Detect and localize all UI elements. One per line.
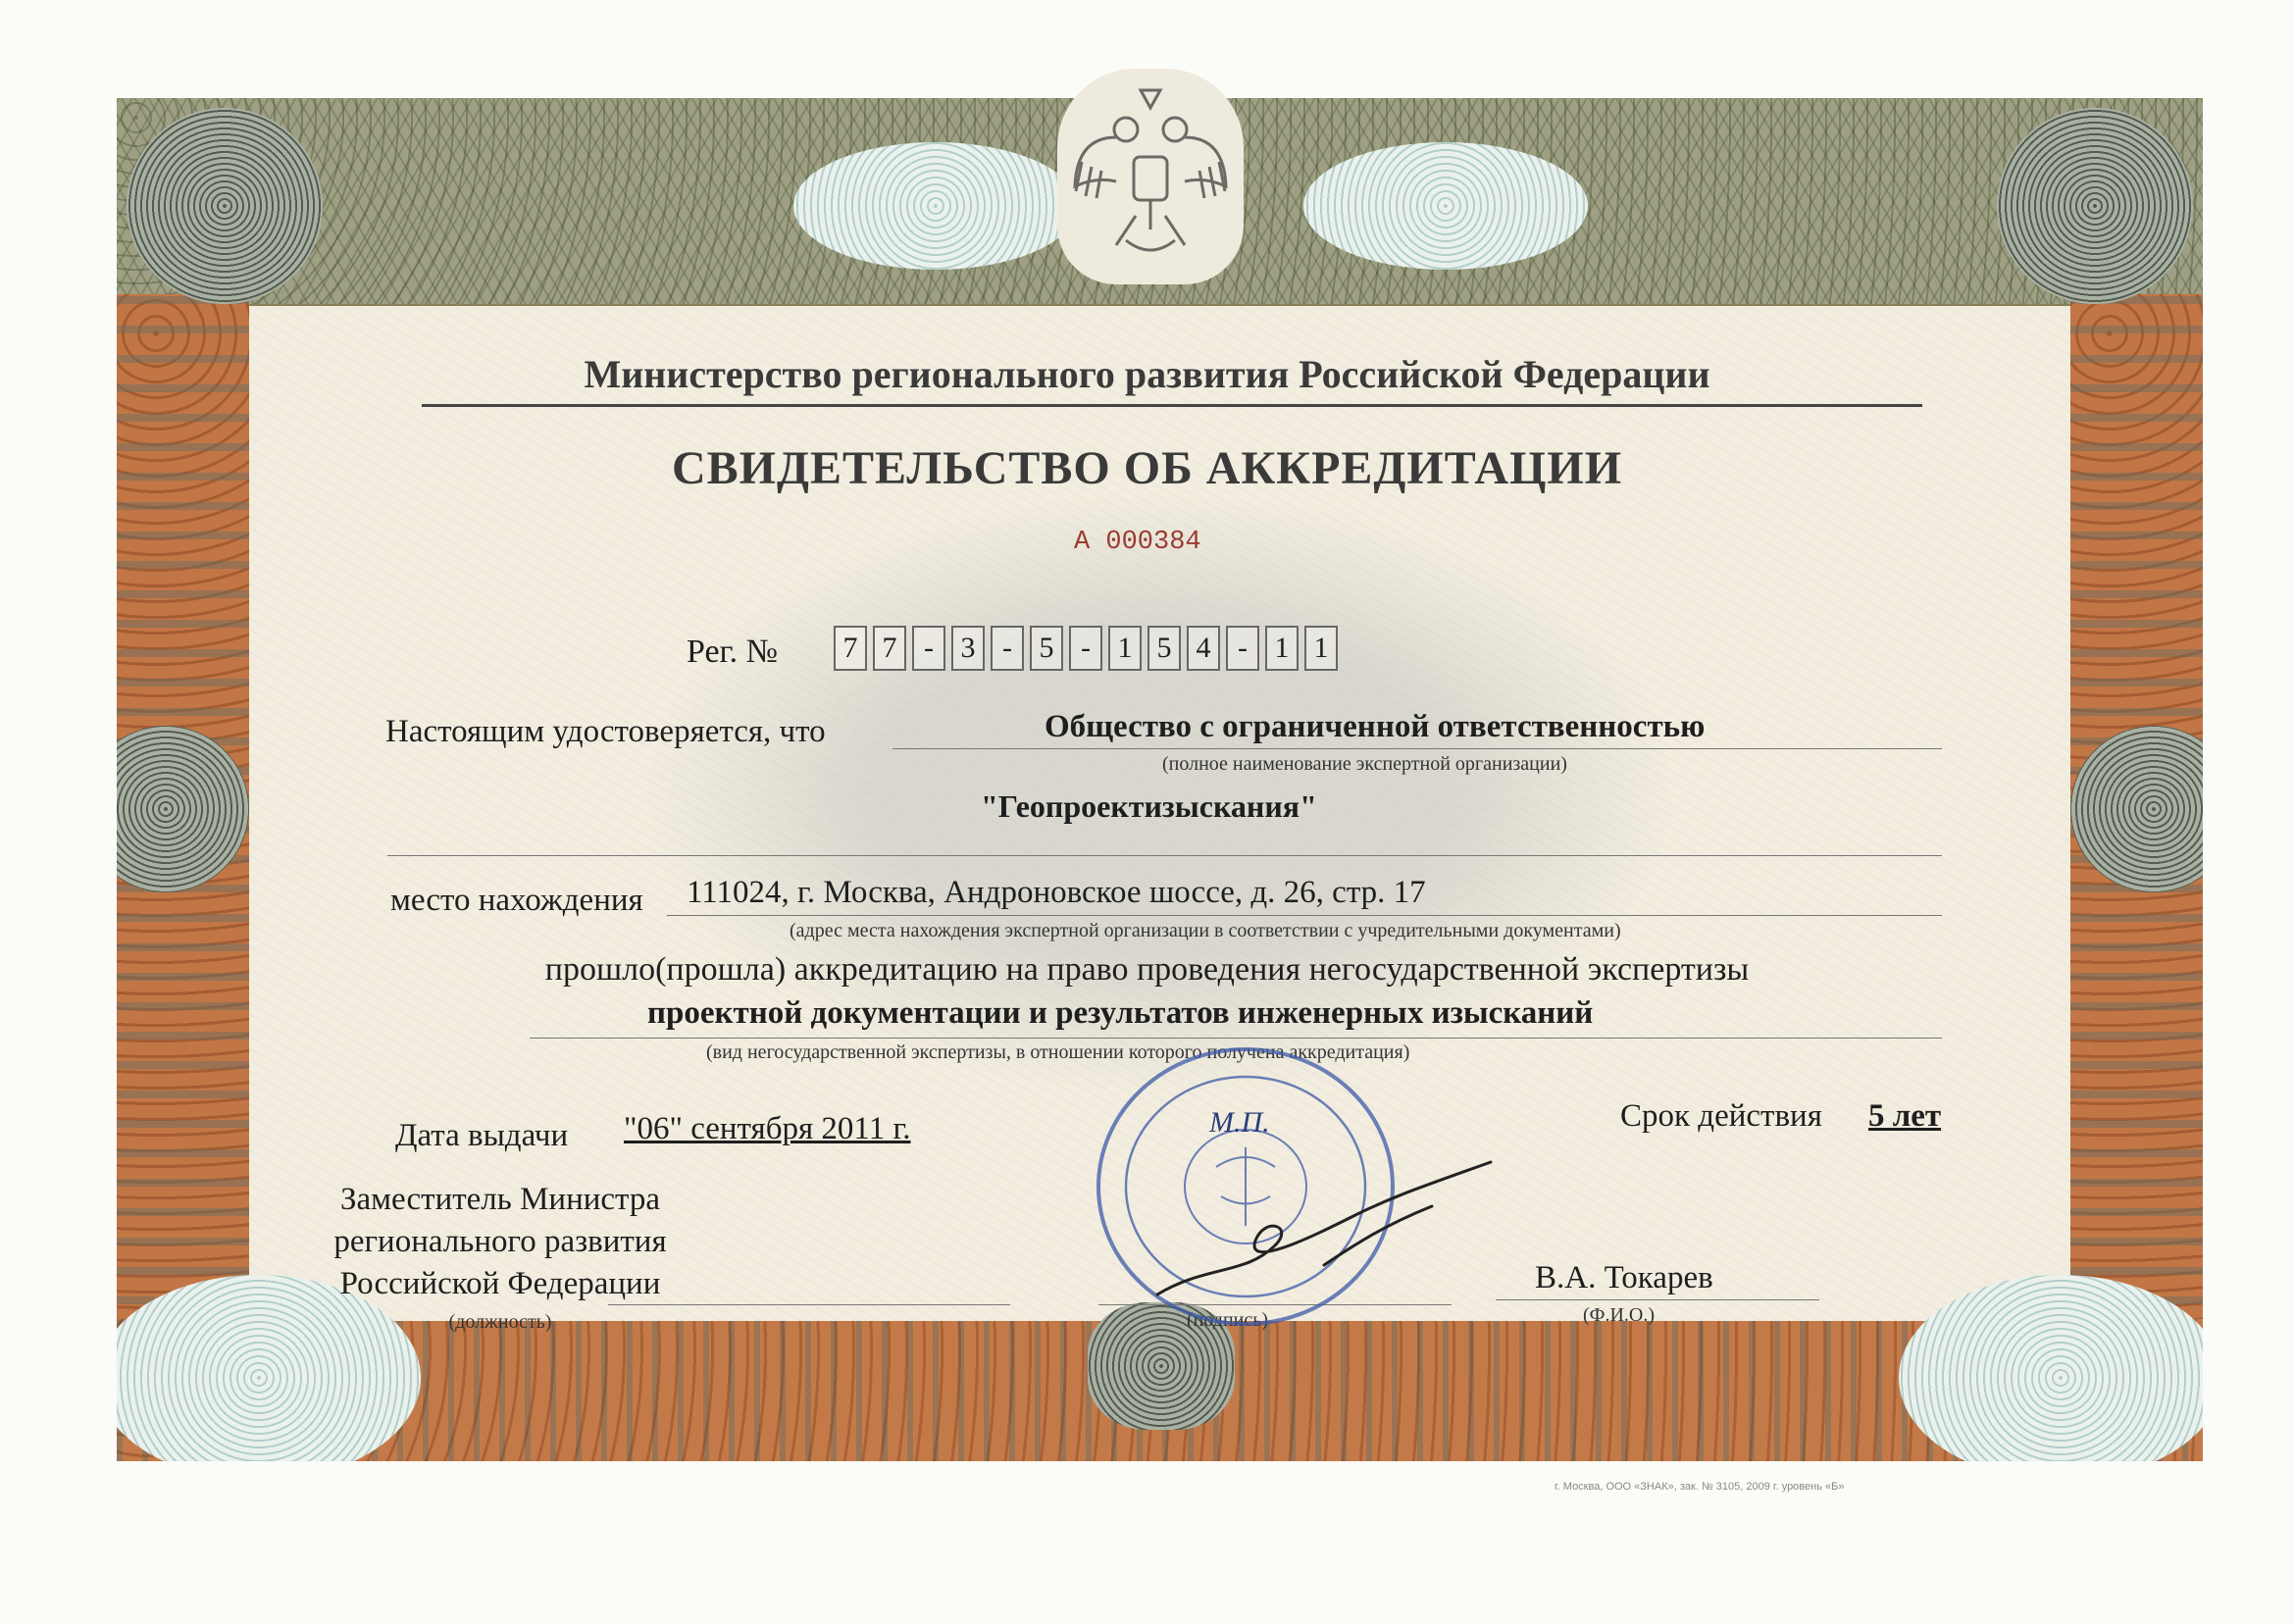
expertise-caption: (вид негосударственной экспертизы, в отношении которого получена аккредитация)	[706, 1041, 1410, 1063]
corner-rosette-icon	[127, 108, 323, 304]
registration-char-box: 1	[1265, 626, 1299, 671]
handwritten-signature	[1128, 1147, 1520, 1314]
registration-char-box: 7	[834, 626, 867, 671]
registration-char-box: -	[1069, 626, 1102, 671]
fill-line	[530, 1038, 1942, 1039]
name-caption: (Ф.И.О.)	[1583, 1304, 1656, 1326]
fill-line	[1496, 1299, 1819, 1300]
expertise-type: проектной документации и результатов инженерных изысканий	[647, 995, 1594, 1031]
organization-name: "Геопроектизыскания"	[981, 788, 1317, 824]
registration-char-box: 4	[1187, 626, 1220, 671]
registration-label: Рег. №	[687, 634, 779, 670]
registration-char-box: 7	[873, 626, 906, 671]
registration-char-box: 5	[1030, 626, 1063, 671]
double-headed-eagle-icon	[1057, 69, 1244, 284]
fill-line	[667, 915, 1942, 916]
registration-char-box: -	[991, 626, 1024, 671]
serial-number: А 000384	[1074, 528, 1201, 557]
registration-char-box: 5	[1147, 626, 1181, 671]
guilloche-medallion-icon	[793, 142, 1078, 270]
validity-label: Срок действия	[1620, 1098, 1822, 1134]
registration-char-box: 1	[1108, 626, 1142, 671]
document-title: СВИДЕТЕЛЬСТВО ОБ АККРЕДИТАЦИИ	[671, 442, 1623, 494]
org-legal-form: Общество с ограниченной ответственностью	[1045, 709, 1706, 744]
location-value: 111024, г. Москва, Андроновское шоссе, д. 26, стр. 17	[687, 875, 1426, 910]
signature-caption: (подпись)	[1187, 1309, 1269, 1331]
fill-line	[892, 748, 1942, 749]
heading-rule	[422, 404, 1922, 407]
registration-char-box: 3	[951, 626, 985, 671]
fill-line	[387, 855, 1942, 856]
seal-place-label: М.П.	[1209, 1106, 1270, 1139]
corner-rosette-icon	[1997, 108, 2193, 304]
registration-char-box: -	[912, 626, 945, 671]
signer-position: регионального развития	[333, 1224, 667, 1259]
validity-value: 5 лет	[1868, 1098, 1942, 1134]
coat-of-arms	[1057, 69, 1244, 284]
registration-char-box: -	[1226, 626, 1259, 671]
registration-number-boxes	[834, 626, 1344, 671]
signer-position: Российской Федерации	[339, 1266, 661, 1301]
printer-imprint: г. Москва, ООО «ЗНАК», зак. № 3105, 2009 г. уровень «Б»	[1555, 1481, 1845, 1493]
issue-date-label: Дата выдачи	[395, 1118, 569, 1153]
ministry-heading: Министерство регионального развития Российской Федерации	[584, 352, 1710, 396]
issue-date: "06" сентября 2011 г.	[624, 1111, 911, 1146]
certification-intro: Настоящим удостоверяется, что	[385, 714, 826, 749]
org-name-caption: (полное наименование экспертной организации)	[1162, 753, 1567, 775]
signer-position: Заместитель Министра	[339, 1182, 661, 1217]
location-label: место нахождения	[390, 883, 643, 918]
guilloche-medallion-icon	[1303, 142, 1588, 270]
fill-line	[608, 1304, 1010, 1305]
signer-name: В.А. Токарев	[1535, 1260, 1713, 1295]
accreditation-statement: прошло(прошла) аккредитацию на право проведения негосударственной экспертизы	[544, 951, 1750, 988]
registration-char-box: 1	[1304, 626, 1338, 671]
position-caption: (должность)	[448, 1311, 552, 1333]
location-caption: (адрес места нахождения экспертной организации в соответствии с учредительными документами)	[790, 920, 1621, 941]
